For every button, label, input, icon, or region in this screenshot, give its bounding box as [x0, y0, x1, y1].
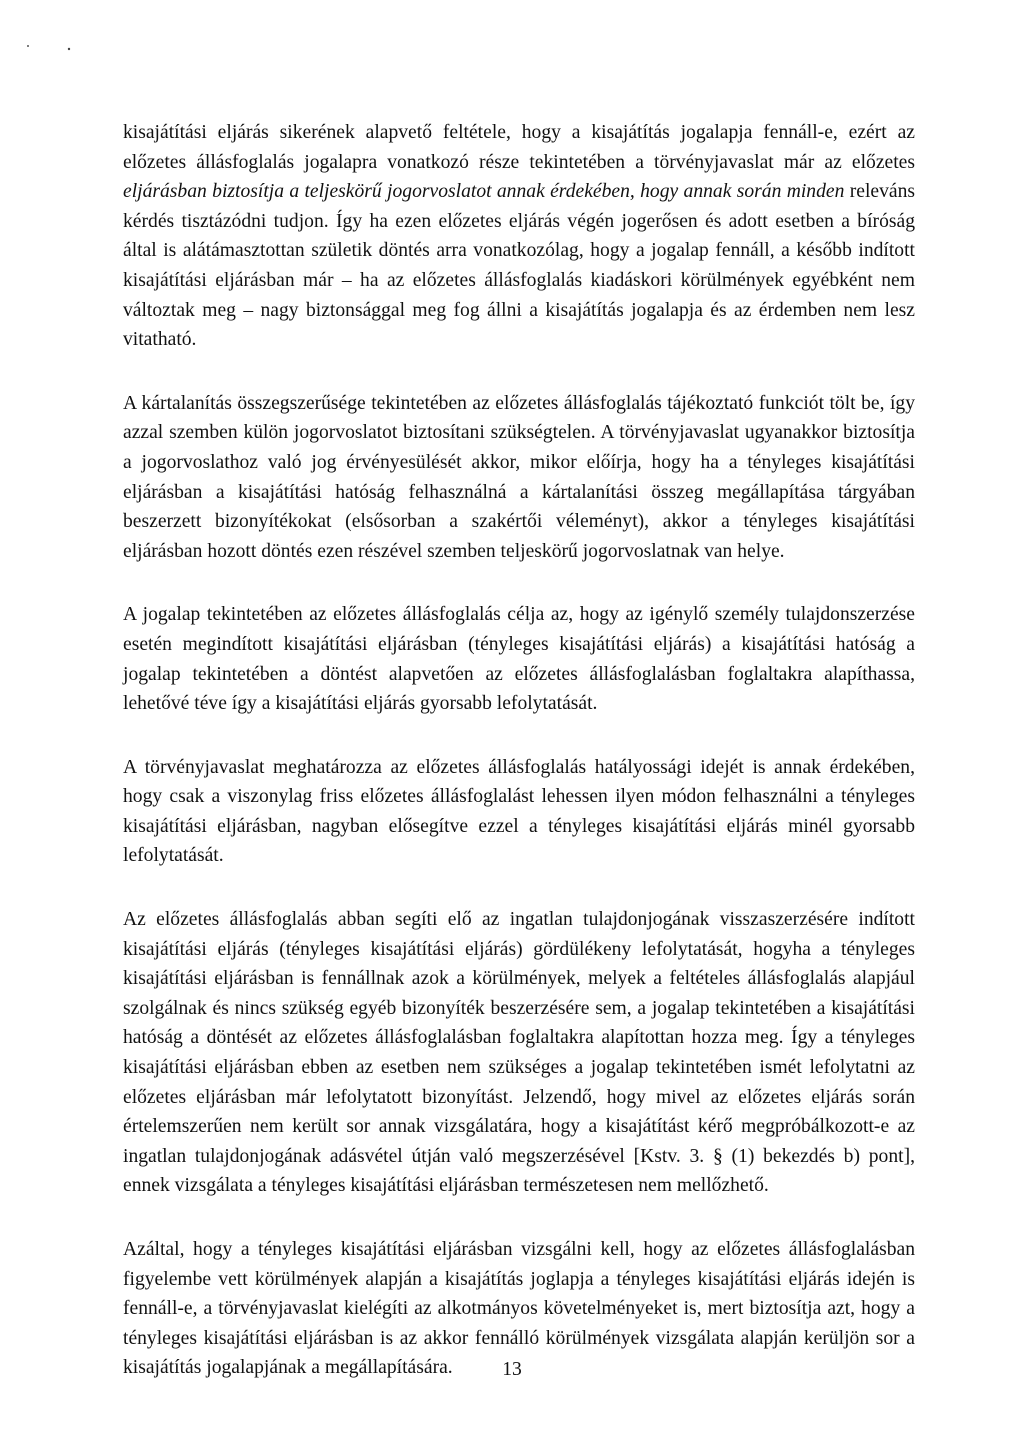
scan-speck — [68, 48, 70, 50]
paragraph-1-text-end: releváns kérdés tisztázódni tudjon. Így ha ezen előzetes eljárás végén jogerősen és adott esetben a bíróság által is alátámasztottan születik döntés arra vonatkozólag, hogy a jogalap fennáll, a később indított kisajátítási eljárásban már – ha az előzetes állásfoglalás kiadáskori körülmények egyébként nem változtak meg – nagy biztonsággal meg fog állni a kisajátítás jogalapja és az érdemben nem lesz vitatható. — [123, 181, 915, 351]
page-number: 13 — [502, 1359, 522, 1380]
paragraph-6: Azáltal, hogy a tényleges kisajátítási eljárásban vizsgálni kell, hogy az előzetes állásfoglalásban figyelembe vett körülmények alapján a kisajátítás joglapja a tényleges kisajátítási eljárás idején is fennáll-e, a törvényjavaslat kielégíti az alkotmányos követelményeket is, mert biztosítja azt, hogy a tényleges kisajátítási eljárásban is az akkor fennálló körülmények vizsgálata alapján kerüljön sor a kisajátítás jogalapjának a megállapítására. — [123, 1239, 915, 1379]
scan-speck — [27, 45, 29, 47]
scan-specks — [0, 0, 1024, 80]
paragraph-5: Az előzetes állásfoglalás abban segíti elő az ingatlan tulajdonjogának visszaszerzésére indított kisajátítási eljárás (tényleges kisajátítási eljárás) gördülékeny lefolytatását, hogyha a tényleges kisajátítási eljárásban is fennállnak azok a körülmények, melyek a feltételes állásfoglalás alapjául szolgálnak és nincs szükség egyéb bizonyíték beszerzésére sem, a jogalap tekintetében a kisajátítási hatóság a döntését az előzetes állásfoglalásban foglaltakra alapítottan hozza meg. Így a tényleges kisajátítási eljárásban ebben az esetben nem szükséges a jogalap tekintetében ismét lefolytatni az előzetes eljárásban már lefolytatott bizonyítást. Jelzendő, hogy mivel az előzetes eljárás során értelemszerűen nem került sor annak vizsgálatára, hogy a kisajátítást kérő megpróbálkozott-e az ingatlan tulajdonjogának adásvétel útján való megszerzésével [Kstv. 3. § (1) bekezdés b) pont], ennek vizsgálata a tényleges kisajátítási eljárásban természetesen nem mellőzhető. — [123, 909, 915, 1197]
paragraph-1-italic-text: eljárásban biztosítja a teljeskörű jogorvoslatot annak érdekében, hogy annak során minden — [123, 181, 845, 203]
paragraph-2: A kártalanítás összegszerűsége tekintetében az előzetes állásfoglalás tájékoztató funkciót tölt be, így azzal szemben külön jogorvoslatot biztosítani szükségtelen. A törvényjavaslat ugyanakkor biztosítja a jogorvoslathoz való jog érvényesülését akkor, mikor előírja, hogy ha a tényleges kisajátítási eljárásban a kisajátítási hatóság felhasználná a kártalanítási összeg megállapítása tárgyában beszerzett bizonyítékokat (elsősorban a szakértői véleményt), akkor a tényleges kisajátítási eljárásban hozott döntés ezen részével szemben teljeskörű jogorvoslatnak van helye. — [123, 392, 915, 562]
paragraph-1-text-start: kisajátítási eljárás sikerének alapvető feltétele, hogy a kisajátítás jogalapja fennáll-e, ezért az előzetes állásfoglalás jogalapra vonatkozó része tekintetében a törvényjavaslat már az előzetes — [123, 122, 915, 173]
paragraph-3: A jogalap tekintetében az előzetes állásfoglalás célja az, hogy az igénylő személy tulajdonszerzése esetén megindított kisajátítási eljárásban (tényleges kisajátítási eljárás) a kisajátítási hatóság a jogalap tekintetében a döntést alapvetően az előzetes állásfoglalásban foglaltakra alapíthassa, lehetővé téve így a kisajátítási eljárás gyorsabb lefolytatását. — [123, 604, 915, 715]
paragraph-4: A törvényjavaslat meghatározza az előzetes állásfoglalás hatályossági idejét is annak érdekében, hogy csak a viszonylag friss előzetes állásfoglalást lehessen ilyen módon felhasználni a tényleges kisajátítási eljárásban, nagyban elősegítve ezzel a tényleges kisajátítási eljárás minél gyorsabb lefolytatását. — [123, 756, 915, 867]
document-body — [123, 118, 915, 1417]
paragraph-1 — [123, 118, 915, 355]
